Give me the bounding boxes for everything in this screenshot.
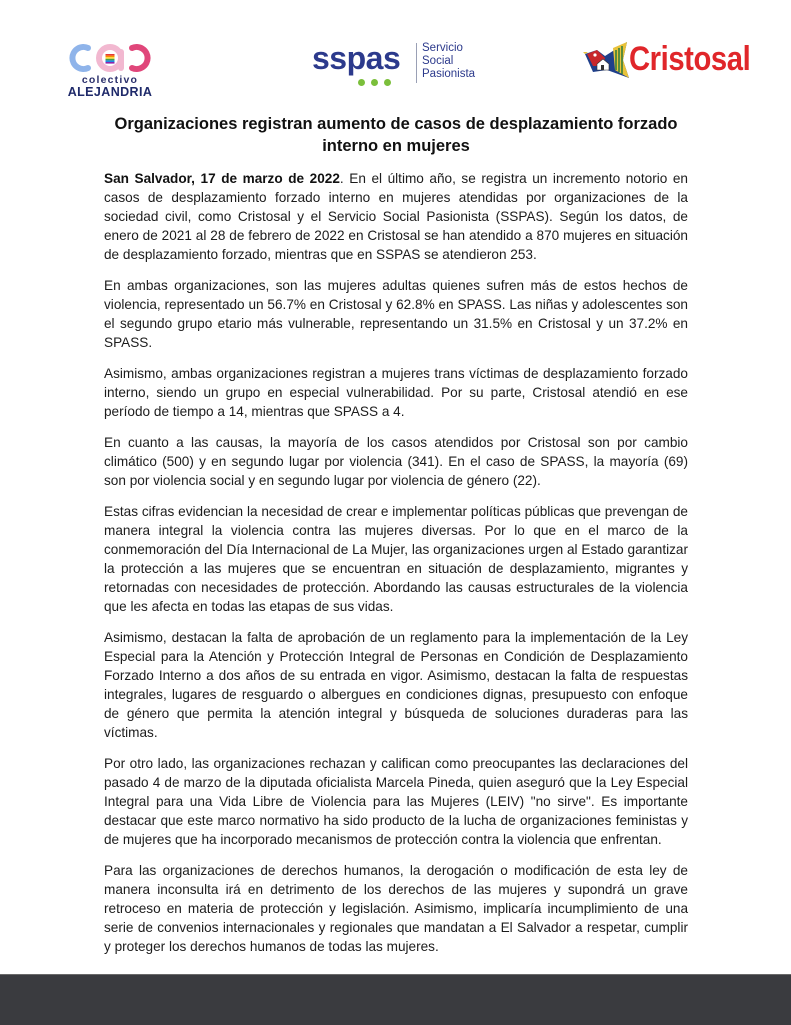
paragraph-3: Asimismo, ambas organizaciones registran a mujeres trans víctimas de desplazamiento forzado interno, siendo un grupo en especial vulnerabilidad. Por su parte, Cristosal atendió en ese período de tiempo a 14, mientras que SPASS a 4.: [104, 366, 688, 419]
cristosal-bird-icon: [583, 40, 631, 80]
sspas-sub-line1: Servicio: [422, 42, 463, 54]
paragraph-4: En cuanto a las causas, la mayoría de los casos atendidos por Cristosal son por cambio climático (500) y en segundo lugar por violencia (341). En el caso de SPASS, la mayoría (69) son por violencia social y en segundo lugar por violencia de género (22).: [104, 435, 688, 488]
letterhead: [0, 0, 791, 105]
cac-logo-mark-icon: [66, 42, 154, 74]
paragraph-7: Por otro lado, las organizaciones rechazan y califican como preocupantes las declaraciones del pasado 4 de marzo de la diputada oficialista Marcela Pineda, quien aseguró que la Ley Especial Integral para una Vida Libre de Violencia para las Mujeres (LEIV) "no sirve". Es importante destacar que este marco normativo ha sido producto de la lucha de organizaciones feministas y de mujeres que ha incorporado mecanismos de protección contra la violencia que enfrentan.: [104, 756, 688, 847]
document-title: [104, 113, 688, 157]
viewer-bottom-bar: [0, 974, 791, 1025]
paragraph-5: Estas cifras evidencian la necesidad de crear e implementar políticas públicas que prevengan de manera integral la violencia contra las mujeres diversas. Por lo que en el marco de la conmemoración del Día Internacional de La Mujer, las organizaciones urgen al Estado garantizar la protección a las mujeres que se encuentran en situación de desplazamiento, migrantes y retornadas con necesidades de protección. Abordando las causas estructurales de la violencia que les afecta en todas las etapas de sus vidas.: [104, 504, 688, 614]
sspas-sub-line2: Social: [422, 55, 454, 67]
sspas-logo: [312, 40, 476, 86]
press-release: [104, 113, 688, 968]
sspas-dots-icon: [358, 73, 397, 91]
sspas-logo-word: sspas: [312, 40, 401, 76]
paragraph-8: Para las organizaciones de derechos humanos, la derogación o modificación de esta ley de manera inconsulta irá en detrimento de los derechos de las mujeres y supondrá un grave retroceso en materia de protección y legislación. Asimismo, implicaría incumplimiento de una serie de convenios internacionales y regionales que mandatan a El Salvador a respetar, cumplir y proteger los derechos humanos de todas las mujeres.: [104, 863, 688, 954]
paragraph-1: [104, 169, 688, 264]
sspas-logo-divider: [416, 43, 417, 83]
sspas-logo-subtitle: [422, 42, 475, 81]
paragraph-1-text: . En el último año, se registra un incremento notorio en casos de desplazamiento forzado interno en mujeres atendidas por organizaciones de la sociedad civil, como Cristosal y el Servicio Social Pasionista (SSPAS). Según los datos, de enero de 2021 al 28 de febrero de 2022 en Cristosal se han atendido a 870 mujeres en situación de desplazamiento forzado, mientras que en SSPAS se atendieron 253.: [104, 171, 688, 262]
paragraph-6: Asimismo, destacan la falta de aprobación de un reglamento para la implementación de la Ley Especial para la Atención y Protección Integral de Personas en Condición de Desplazamiento Forzado Interno a dos años de su entrada en vigor. Asimismo, destacan la falta de respuestas integrales, lugares de resguardo o albergues en condiciones dignas, presupuesto con enfoque de género que permita la atención integral y búsqueda de soluciones duraderas para las víctimas.: [104, 630, 688, 740]
alejandria-logo-line2: ALEJANDRIA: [67, 85, 153, 99]
sspas-sub-line3: Pasionista: [422, 68, 476, 80]
cristosal-logo-word: Cristosal: [629, 40, 751, 78]
colectivo-alejandria-logo: [62, 42, 158, 98]
paragraph-2: En ambas organizaciones, son las mujeres adultas quienes sufren más de estos hechos de violencia, representado un 56.7% en Cristosal y 62.8% en SPASS. Las niñas y adolescentes son el segundo grupo etario más vulnerable, representando un 31.5% en Cristosal y un 37.2% en SPASS.: [104, 278, 688, 350]
alejandria-logo-line1: colectivo: [81, 74, 139, 86]
document-title-line2: interno en mujeres: [322, 137, 470, 155]
cristosal-logo: [583, 38, 763, 86]
dateline: San Salvador, 17 de marzo de 2022: [104, 171, 340, 186]
document-title-line1: Organizaciones registran aumento de casos de desplazamiento forzado: [114, 115, 678, 133]
